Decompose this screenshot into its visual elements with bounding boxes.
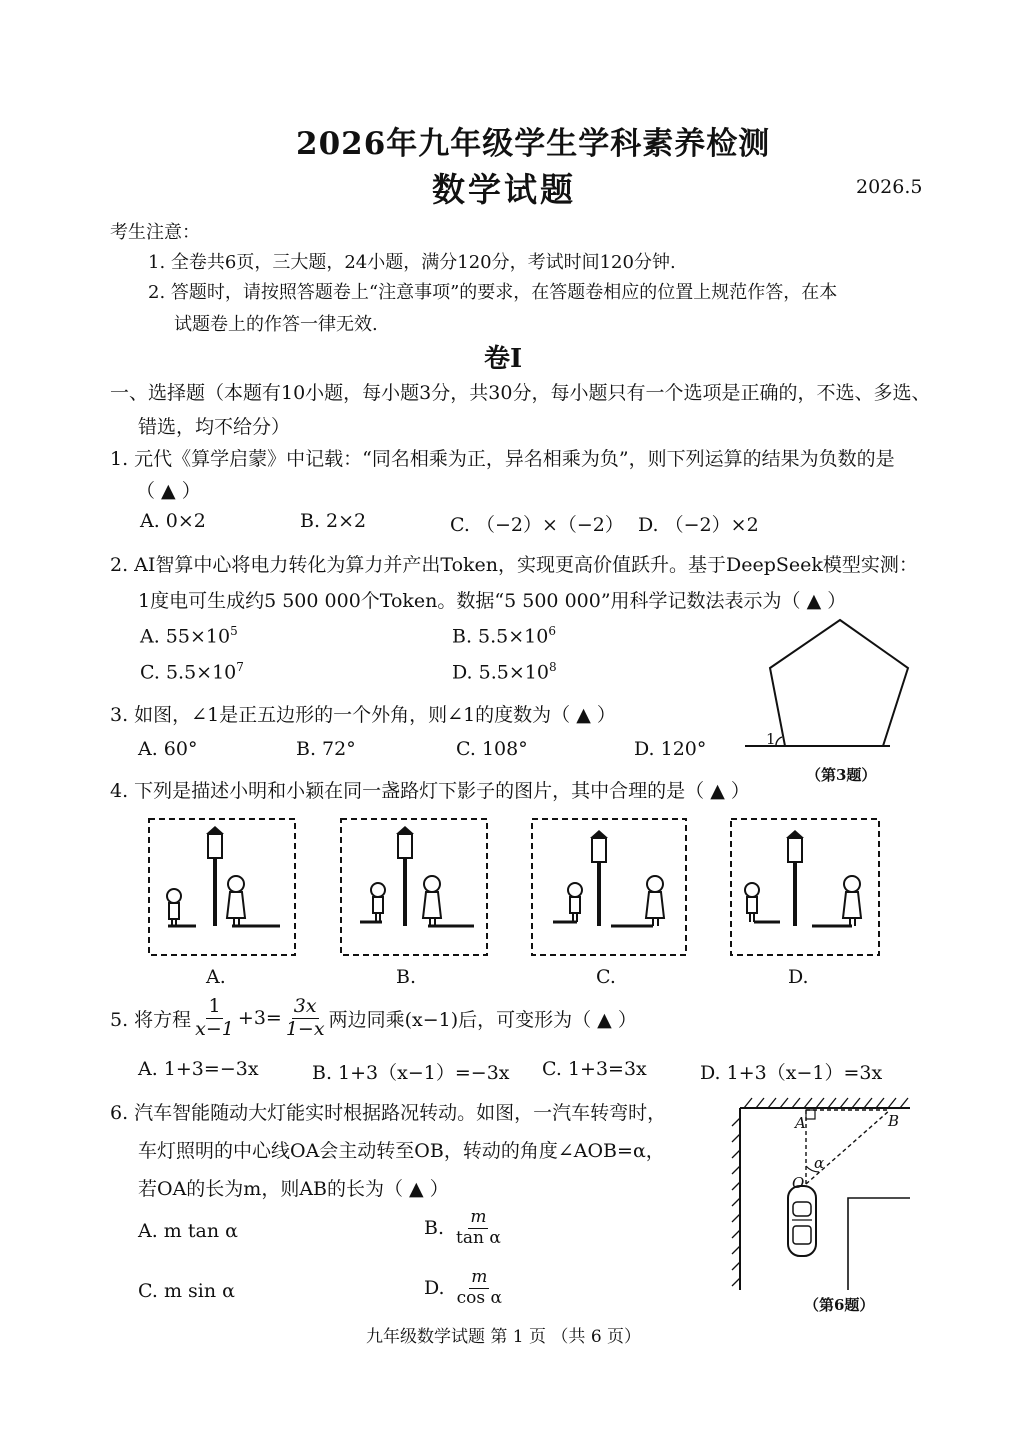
q6-option-d-den: cos α — [456, 1287, 502, 1308]
q4-label-d: D. — [788, 966, 809, 988]
angle-1-arc — [776, 737, 782, 746]
q5-fraction-2 — [284, 996, 327, 1041]
q5-stem — [110, 996, 637, 1041]
q3-stem: 3. 如图，∠1是正五边形的一个外角，则∠1的度数为（ ▲ ） — [110, 704, 616, 726]
q6-label-b: B — [888, 1112, 900, 1130]
q6-option-b-num: m — [470, 1207, 487, 1227]
q6-option-b-fraction — [454, 1208, 503, 1248]
q6-option-d-fraction — [455, 1268, 504, 1308]
q1-stem: 1. 元代《算学启蒙》中记载：“同名相乘为正，异名相乘为负”，则下列运算的结果为负数的是 — [110, 448, 895, 470]
q1-answer-slot: （ ▲ ） — [136, 480, 201, 502]
q2-option-d-base: D. 5.5×10 — [452, 661, 549, 684]
q6-option-d-num: m — [471, 1267, 488, 1287]
car-icon — [788, 1186, 816, 1256]
q3-angle-label: 1 — [766, 730, 776, 748]
q6-option-d[interactable] — [424, 1268, 504, 1308]
exam-date: 2026.5 — [856, 176, 923, 198]
exam-subject-title: 数学试题 — [432, 170, 576, 209]
q5-fraction-1 — [193, 996, 236, 1041]
q4-option-c-figure[interactable] — [531, 818, 687, 956]
q1-option-d[interactable]: D. （−2）×2 — [638, 514, 759, 536]
q6-option-c[interactable]: C. m sin α — [138, 1280, 235, 1302]
q6-option-b-den: tan α — [456, 1227, 501, 1248]
top-wall-hatch — [744, 1098, 908, 1108]
q5-fraction-2-den: 1−x — [285, 1017, 325, 1040]
q6-option-a[interactable]: A. m tan α — [138, 1220, 238, 1242]
page-footer: 九年级数学试题 第 1 页 （共 6 页） — [366, 1327, 642, 1347]
notice-item-2b: 试题卷上的作答一律无效. — [174, 314, 378, 335]
q2-option-c-exp: 7 — [236, 660, 244, 674]
q5-option-c[interactable]: C. 1+3=3x — [542, 1058, 647, 1080]
section1-heading-cont: 错选，均不给分） — [138, 416, 291, 438]
right-angle-mark — [806, 1110, 815, 1119]
q6-label-alpha: α — [814, 1154, 825, 1172]
q6-car-figure — [730, 1094, 910, 1294]
q6-option-b[interactable] — [424, 1208, 503, 1248]
left-wall-hatch — [732, 1118, 740, 1286]
q6-option-d-label: D. — [424, 1277, 445, 1300]
q2-option-b-base: B. 5.5×10 — [452, 625, 549, 648]
notice-item-1: 1. 全卷共6页，三大题，24小题，满分120分，考试时间120分钟. — [148, 252, 676, 273]
q4-label-c: C. — [596, 966, 616, 988]
q6-label-o: O — [792, 1174, 805, 1192]
notice-item-2a: 2. 答题时，请按照答题卷上“注意事项”的要求，在答题卷相应的位置上规范作答，在本 — [148, 282, 838, 303]
q6-label-a: A — [795, 1114, 806, 1132]
q5-option-d[interactable]: D. 1+3（x−1）=3x — [700, 1062, 883, 1084]
q1-option-b[interactable]: B. 2×2 — [300, 510, 367, 532]
q4-stem: 4. 下列是描述小明和小颖在同一盏路灯下影子的图片，其中合理的是（ ▲ ） — [110, 780, 750, 802]
q2-option-b-exp: 6 — [548, 624, 556, 638]
q4-option-a-figure[interactable] — [148, 818, 296, 956]
q4-option-b-figure[interactable] — [340, 818, 488, 956]
q2-option-d-exp: 8 — [548, 660, 557, 674]
road-corner — [848, 1198, 910, 1290]
q5-fraction-1-den: x−1 — [195, 1017, 234, 1040]
q2-option-c-base: C. 5.5×10 — [140, 661, 237, 684]
q4-label-b: B. — [396, 966, 417, 988]
q2-option-b[interactable] — [452, 624, 556, 647]
q5-fraction-2-num: 3x — [293, 995, 317, 1017]
q3-option-a[interactable]: A. 60° — [138, 738, 198, 760]
line-ob — [806, 1110, 890, 1184]
volume-heading: 卷Ⅰ — [484, 344, 523, 374]
q2-option-a-base: A. 55×10 — [140, 625, 231, 648]
q2-option-a[interactable] — [140, 624, 238, 647]
q2-option-a-exp: 5 — [230, 624, 238, 638]
q3-figure-caption: （第3题） — [806, 766, 877, 784]
q5-plus-three: +3= — [237, 1007, 282, 1030]
q3-option-c[interactable]: C. 108° — [456, 738, 528, 760]
section1-heading: 一、选择题（本题有10小题，每小题3分，共30分，每小题只有一个选项是正确的，不选、多选、 — [110, 382, 931, 404]
q5-option-b[interactable]: B. 1+3（x−1）=−3x — [312, 1062, 510, 1084]
q6-stem: 6. 汽车智能随动大灯能实时根据路况转动。如图，一汽车转弯时， — [110, 1102, 667, 1124]
q2-stem-cont: 1度电可生成约5 500 000个Token。数据“5 500 000”用科学记数法表示为（ ▲ ） — [138, 590, 847, 612]
notice-title: 考生注意： — [110, 222, 200, 243]
q5-fraction-1-num: 1 — [208, 995, 221, 1017]
q2-option-d[interactable] — [452, 660, 557, 683]
q3-option-d[interactable]: D. 120° — [634, 738, 707, 760]
q6-option-b-label: B. — [424, 1217, 445, 1240]
q5-stem-prefix: 5. 将方程 — [110, 1008, 192, 1031]
q6-stem-cont-2: 若OA的长为m，则AB的长为（ ▲ ） — [138, 1178, 449, 1200]
exam-title: 2026年九年级学生学科素养检测 — [296, 126, 771, 162]
q3-option-b[interactable]: B. 72° — [296, 738, 356, 760]
q6-stem-cont-1: 车灯照明的中心线OA会主动转至OB，转动的角度∠AOB=α， — [138, 1140, 665, 1162]
q2-option-c[interactable] — [140, 660, 244, 683]
q4-option-d-figure[interactable] — [730, 818, 880, 956]
q5-option-a[interactable]: A. 1+3=−3x — [138, 1058, 259, 1080]
q2-stem: 2. AI智算中心将电力转化为算力并产出Token，实现更高价值跃升。基于DeepSeek模型实测： — [110, 554, 918, 576]
q6-figure-caption: （第6题） — [804, 1296, 875, 1314]
q1-option-c[interactable]: C. （−2）×（−2） — [450, 514, 624, 536]
q5-stem-suffix: 两边同乘(x−1)后，可变形为（ ▲ ） — [328, 1008, 637, 1031]
q4-label-a: A. — [206, 966, 226, 988]
pentagon-shape — [770, 620, 908, 746]
q1-option-a[interactable]: A. 0×2 — [140, 510, 206, 532]
